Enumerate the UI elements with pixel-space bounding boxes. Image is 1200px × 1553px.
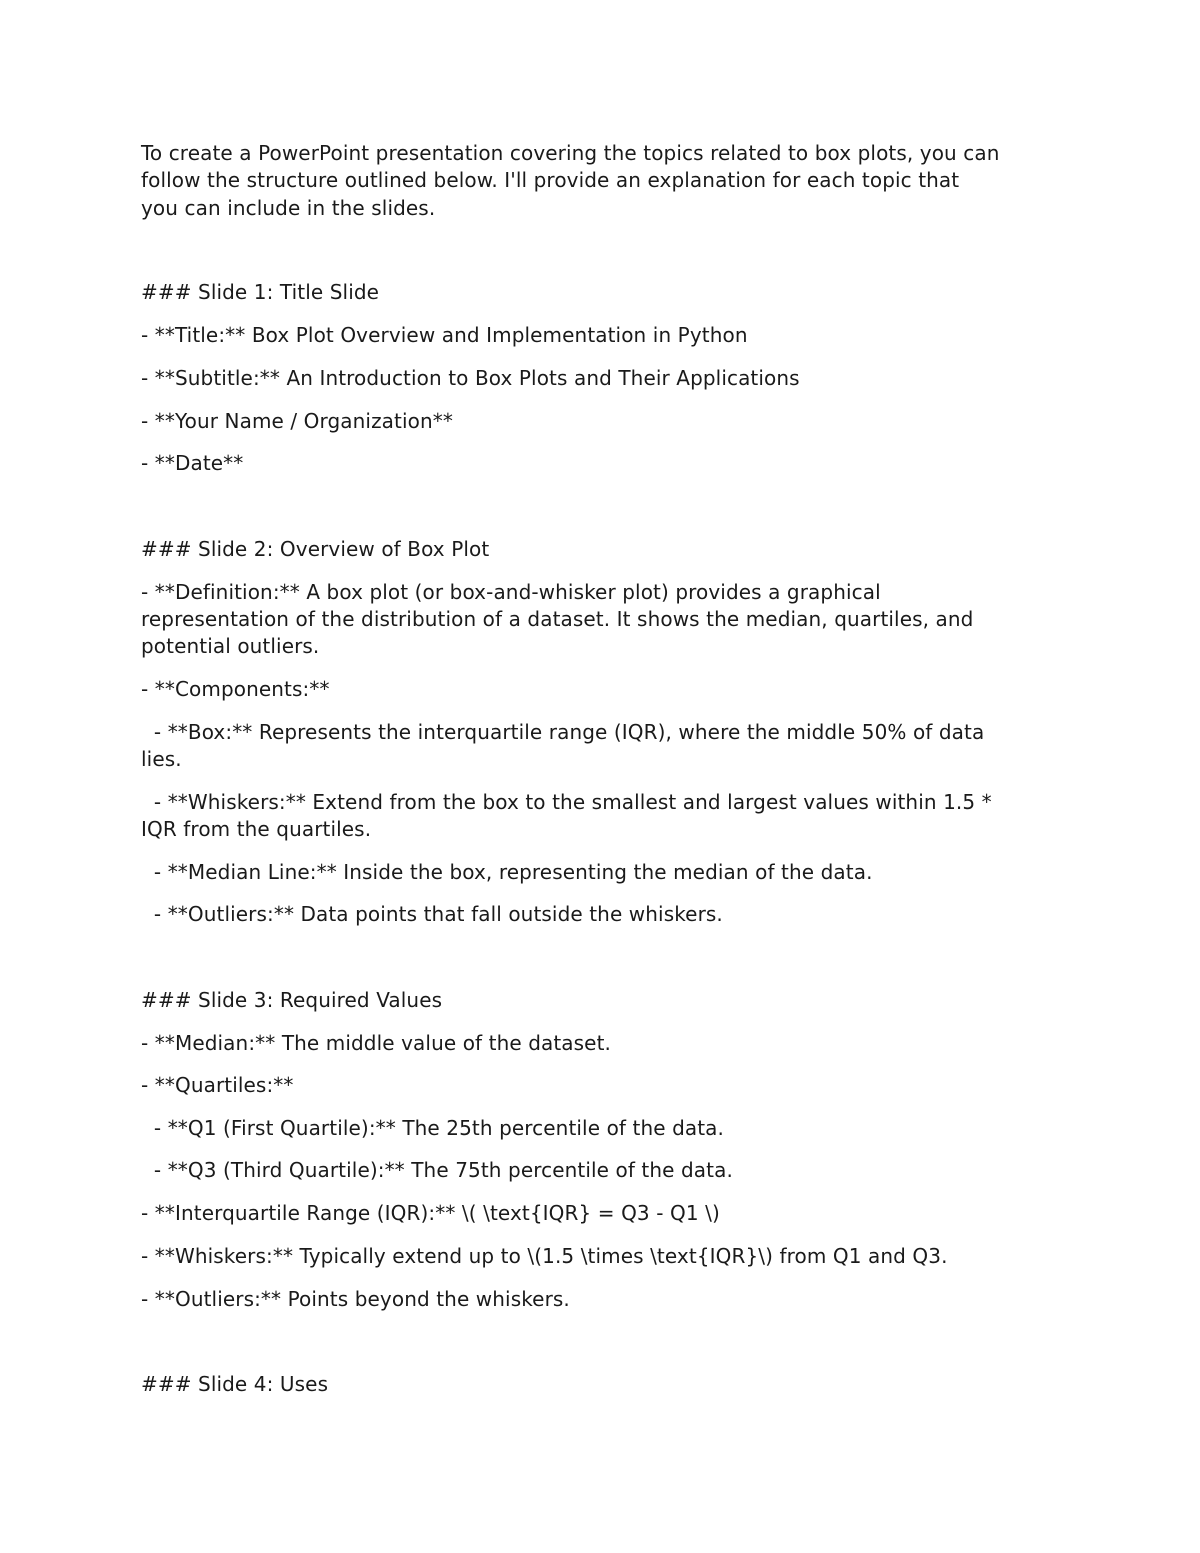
slide-2-heading: ### Slide 2: Overview of Box Plot: [141, 537, 490, 561]
slide-4-heading: ### Slide 4: Uses: [141, 1372, 329, 1396]
intro-line-3: you can include in the slides.: [141, 196, 436, 220]
slide-1-name-item: - **Your Name / Organization**: [141, 409, 453, 433]
slide-2-definition-line-3: potential outliers.: [141, 634, 320, 658]
slide-1-date-item: - **Date**: [141, 451, 244, 475]
slide-1-title-item: - **Title:** Box Plot Overview and Implementation in Python: [141, 323, 748, 347]
slide-3-q3-item: - **Q3 (Third Quartile):** The 75th percentile of the data.: [141, 1158, 733, 1182]
intro-line-2: follow the structure outlined below. I'll provide an explanation for each topic that: [141, 168, 960, 192]
slide-3-iqr-item: - **Interquartile Range (IQR):** \( \text{IQR} = Q3 - Q1 \): [141, 1201, 720, 1225]
slide-2-box-line-2: lies.: [141, 747, 182, 771]
slide-2-definition-line-1: - **Definition:** A box plot (or box-and-whisker plot) provides a graphical: [141, 580, 881, 604]
slide-3-median-item: - **Median:** The middle value of the dataset.: [141, 1031, 611, 1055]
slide-2-definition-line-2: representation of the distribution of a dataset. It shows the median, quartiles, and: [141, 607, 974, 631]
slide-2-median-line-item: - **Median Line:** Inside the box, representing the median of the data.: [141, 860, 873, 884]
slide-3-heading: ### Slide 3: Required Values: [141, 988, 443, 1012]
slide-2-whiskers-line-1: - **Whiskers:** Extend from the box to the smallest and largest values within 1.5 *: [141, 790, 992, 814]
slide-3-q1-item: - **Q1 (First Quartile):** The 25th percentile of the data.: [141, 1116, 724, 1140]
slide-1-heading: ### Slide 1: Title Slide: [141, 280, 380, 304]
slide-2-box-line-1: - **Box:** Represents the interquartile range (IQR), where the middle 50% of data: [141, 720, 985, 744]
intro-line-1: To create a PowerPoint presentation covering the topics related to box plots, you can: [141, 141, 1000, 165]
slide-2-components-item: - **Components:**: [141, 677, 330, 701]
slide-1-subtitle-item: - **Subtitle:** An Introduction to Box Plots and Their Applications: [141, 366, 800, 390]
slide-3-whiskers-item: - **Whiskers:** Typically extend up to \(1.5 \times \text{IQR}\) from Q1 and Q3.: [141, 1244, 948, 1268]
slide-2-whiskers-line-2: IQR from the quartiles.: [141, 817, 372, 841]
slide-3-outliers-item: - **Outliers:** Points beyond the whiskers.: [141, 1287, 570, 1311]
slide-3-quartiles-item: - **Quartiles:**: [141, 1073, 294, 1097]
slide-2-outliers-item: - **Outliers:** Data points that fall outside the whiskers.: [141, 902, 723, 926]
